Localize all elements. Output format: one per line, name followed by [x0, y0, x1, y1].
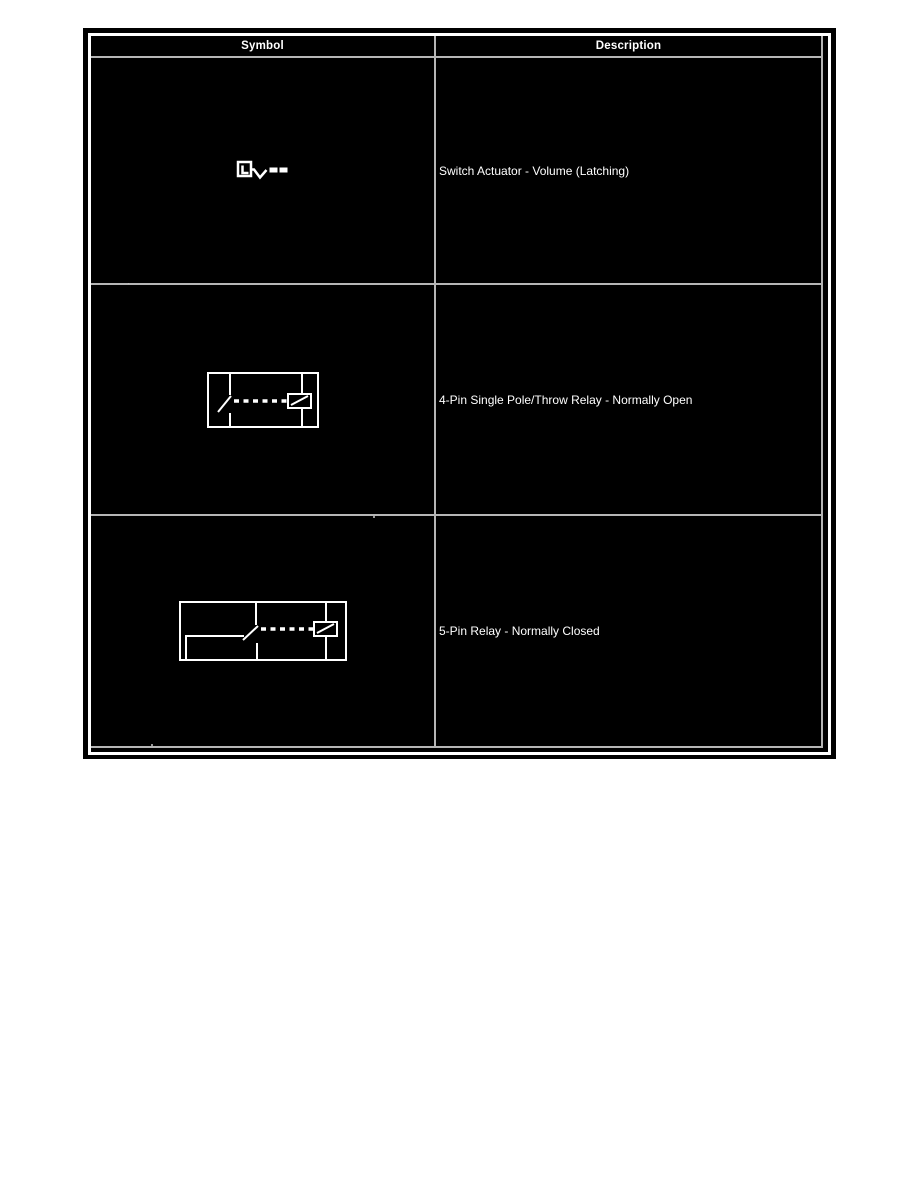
table-row-1-symbol-cell: [91, 58, 434, 283]
scan-noise-speck: [373, 516, 375, 518]
relay-5-pin-normally-closed-icon: [179, 601, 347, 661]
switch-actuator-volume-latching-icon: [235, 158, 291, 184]
scan-noise-speck: [128, 283, 129, 284]
table-row-1-description: Switch Actuator - Volume (Latching): [439, 163, 630, 178]
column-header-symbol-label: Symbol: [241, 40, 284, 52]
table-row-2-description-cell: [436, 285, 821, 514]
table-row-2-symbol-cell: [91, 285, 434, 514]
column-header-symbol: [91, 36, 434, 56]
symbol-table-panel: [83, 28, 836, 759]
table-row-2-description: 4-Pin Single Pole/Throw Relay - Normally Open: [439, 392, 693, 407]
scan-noise-speck: [151, 744, 153, 746]
table-row-1-description-cell: [436, 58, 821, 283]
table-row-3-description: 5-Pin Relay - Normally Closed: [439, 624, 600, 638]
relay-4-pin-normally-open-icon: [207, 372, 319, 428]
column-header-description: [436, 36, 821, 56]
table-row-3-symbol-cell: [91, 516, 434, 746]
symbol-description-table: [91, 36, 823, 748]
table-row-3-description-cell: [436, 516, 821, 746]
column-header-description-label: Description: [595, 40, 662, 52]
